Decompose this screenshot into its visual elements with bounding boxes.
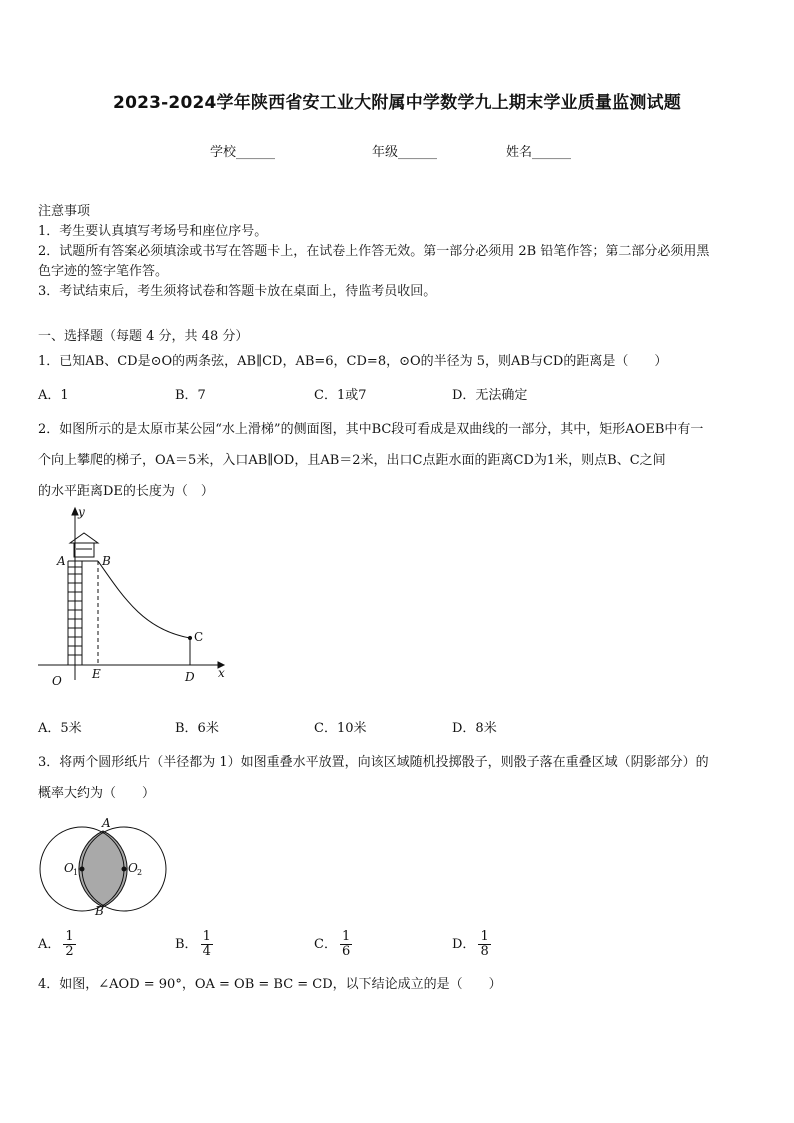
overlapping-circles-figure	[36, 815, 176, 920]
question-3-line: 概率大约为（ ）	[38, 786, 156, 801]
slide-curve	[98, 561, 190, 638]
notice-item: 1．考生要认真填写考场号和座位序号。	[38, 224, 268, 239]
section-heading: 一、选择题（每题 4 分，共 48 分）	[38, 329, 249, 344]
question-2-line: 个向上攀爬的梯子，OA＝5米，入口AB∥OD，且AB＝2米，出口C点距水面的距离CD为1米，则点B、C之间	[38, 453, 666, 468]
q2-option-c: C．10米	[314, 721, 367, 736]
q2-option-a: A．5米	[38, 721, 82, 736]
name-label: 姓名	[506, 145, 533, 160]
question-4: 4．如图，∠AOD = 90°，OA = OB = BC = CD，以下结论成立的是（ ）	[38, 977, 502, 992]
name-blank: ______	[532, 145, 572, 160]
notice-block	[38, 202, 762, 302]
label-o1: O	[64, 861, 74, 875]
label-o: O	[52, 674, 62, 688]
q1-option-b: B．7	[175, 388, 206, 403]
q3-option-a: A． $\frac{1}{2}$	[38, 929, 74, 959]
center-o2	[122, 867, 127, 872]
q2-option-b: B．6米	[175, 721, 219, 736]
label-o1-sub: 1	[73, 868, 79, 877]
school-blank: ______	[236, 145, 276, 160]
q2-option-d: D．8米	[452, 721, 497, 736]
label-a: A	[57, 554, 66, 568]
notice-item: 2．试题所有答案必须填涂或书写在答题卡上，在试卷上作答无效。第一部分必须用 2B 铅笔作答；第二部分必须用黑	[38, 244, 710, 259]
name-field	[506, 141, 571, 160]
q3-option-c: C． $\frac{1}{6}$	[314, 929, 351, 959]
q3-option-b: B． $\frac{1}{4}$	[175, 929, 211, 959]
grade-label: 年级	[372, 145, 399, 160]
question-2	[38, 414, 768, 507]
label-b: B	[95, 904, 104, 918]
label-o2-sub: 2	[137, 868, 143, 877]
label-d: D	[185, 670, 195, 684]
water-slide-figure	[30, 505, 240, 695]
overlap-region	[79, 831, 127, 907]
label-a: A	[102, 816, 111, 830]
q3-option-d: D． $\frac{1}{8}$	[452, 929, 489, 959]
q1-option-d: D．无法确定	[452, 388, 528, 403]
label-b: B	[102, 554, 111, 568]
label-c: C	[194, 630, 204, 644]
center-o1	[80, 867, 85, 872]
label-e: E	[92, 667, 101, 681]
notice-item: 3．考试结束后，考生须将试卷和答题卡放在桌面上，待监考员收回。	[38, 284, 437, 299]
question-3-line: 3．将两个圆形纸片（半径都为 1）如图重叠水平放置，向该区域随机投掷骰子，则骰子落在重叠区域（阴影部分）的	[38, 755, 709, 770]
label-y: y	[78, 505, 85, 519]
point-c	[188, 636, 191, 639]
q1-option-a: A．1	[38, 388, 69, 403]
grade-blank: ______	[398, 145, 438, 160]
question-1: 1．已知AB、CD是⊙O的两条弦，AB∥CD，AB=6，CD=8，⊙O的半径为 5，则AB与CD的距离是（ ）	[38, 354, 668, 369]
question-3	[38, 747, 768, 809]
q1-option-c: C．1或7	[314, 388, 367, 403]
question-2-line: 2．如图所示的是太原市某公园“水上滑梯”的侧面图，其中BC段可看成是双曲线的一部分，其中，矩形AOEB中有一	[38, 422, 704, 437]
label-o2: O	[128, 861, 138, 875]
page-title: 2023-2024学年陕西省安工业大附属中学数学九上期末学业质量监测试题	[113, 93, 681, 113]
pavilion-roof-icon	[70, 533, 98, 543]
question-2-line: 的水平距离DE的长度为（ ）	[38, 484, 214, 499]
label-x: x	[218, 666, 225, 680]
pavilion	[74, 543, 94, 557]
notice-heading: 注意事项	[38, 204, 91, 219]
grade-field	[372, 141, 437, 160]
notice-item: 色字迹的签字笔作答。	[38, 264, 169, 279]
school-field	[210, 141, 275, 160]
school-label: 学校	[210, 145, 237, 160]
